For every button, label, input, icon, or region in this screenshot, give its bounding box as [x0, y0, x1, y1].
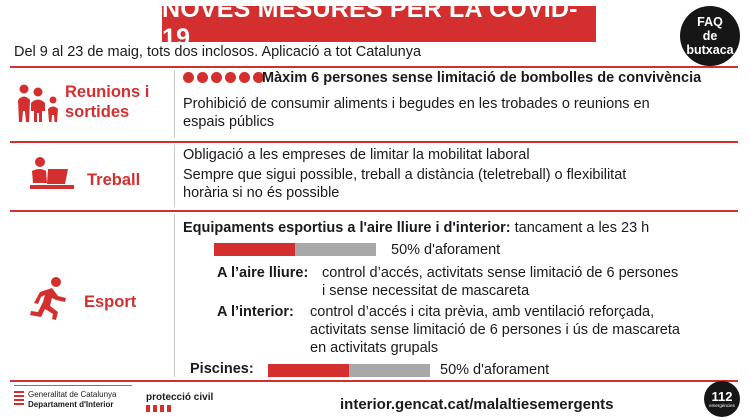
vline-3: [174, 214, 175, 377]
capacity-bar-fill: [214, 243, 295, 256]
person-dot: [211, 72, 222, 83]
faq-line2: de: [702, 29, 718, 43]
proteccio-civil-logo: protecció civil: [146, 392, 214, 403]
divider-2: [10, 210, 738, 212]
six-people-dots: [183, 72, 264, 83]
person-dot: [225, 72, 236, 83]
badge-112-caption: emergències: [709, 402, 735, 408]
worker-laptop-icon: [28, 155, 76, 195]
person-dot: [197, 72, 208, 83]
generalitat-emblem-icon: [14, 391, 24, 405]
person-dot: [183, 72, 194, 83]
generalitat-line2: Departament d'Interior: [28, 400, 114, 409]
faq-line1: FAQ: [697, 15, 723, 29]
footer-rule: [14, 385, 132, 386]
vline-2: [174, 145, 175, 207]
section-label-reunions-line1: Reunions i: [65, 83, 150, 101]
outdoor-line2: i sense necessitat de mascareta: [322, 283, 530, 299]
generalitat-line1: Generalitat de Catalunya: [28, 390, 117, 399]
esport-heading-bold: Equipaments esportius a l'aire lliure i d'interior:: [183, 220, 511, 236]
person-dot: [239, 72, 250, 83]
section-label-reunions-line2: sortides: [65, 103, 130, 121]
indoor-line2: activitats sense limitació de 6 persones i ús de mascareta: [310, 322, 680, 338]
section-label-treball: Treball: [87, 171, 141, 189]
indoor-label: A l’interior:: [217, 304, 294, 320]
badge-112-number: 112: [711, 388, 733, 404]
section-label-reunions: [65, 82, 149, 122]
esport-heading: [183, 219, 649, 237]
indoor-line3: en activitats grupals: [310, 340, 439, 356]
treball-line3: horària si no és possible: [183, 185, 340, 201]
faq-line3: butxaca: [686, 43, 734, 57]
pools-capacity-bar-rest: [349, 364, 430, 377]
capacity-text: 50% d'aforament: [391, 242, 501, 258]
pools-capacity-bar: [268, 364, 430, 377]
pools-capacity-text: 50% d'aforament: [440, 362, 550, 378]
reunions-line2: Prohibició de consumir aliments i begudes en les trobades o reunions en: [183, 96, 650, 112]
pools-capacity-bar-fill: [268, 364, 349, 377]
divider-top: [10, 66, 738, 68]
outdoor-line1: control d’accés, activitats sense limitació de 6 persones: [322, 265, 679, 281]
emergency-112-badge: [704, 381, 740, 417]
family-icon: [16, 80, 60, 126]
esport-heading-rest: tancament a les 23 h: [510, 220, 650, 236]
capacity-bar-rest: [295, 243, 376, 256]
page-title: NOVES MESURES PER LA COVID-19: [162, 6, 596, 42]
reunions-line1: Màxim 6 persones sense limitació de bombolles de convivència: [262, 70, 702, 86]
faq-badge[interactable]: [680, 6, 740, 66]
vline-1: [174, 70, 175, 138]
pools-label: Piscines:: [190, 361, 254, 377]
section-label-esport: Esport: [84, 293, 137, 311]
treball-line2: Sempre que sigui possible, treball a distància (teletreball) o flexibilitat: [183, 167, 627, 183]
divider-1: [10, 141, 738, 143]
indoor-line1: control d’accés i cita prèvia, amb ventilació reforçada,: [310, 304, 655, 320]
proteccio-civil-bars-icon: [146, 405, 171, 412]
outdoor-label: A l’aire lliure:: [217, 265, 309, 281]
subtitle: Del 9 al 23 de maig, tots dos inclosos. Aplicació a tot Catalunya: [14, 44, 422, 60]
capacity-bar: [214, 243, 376, 256]
runner-icon: [24, 276, 74, 322]
footer-url-link[interactable]: interior.gencat.cat/malaltiesemergents: [340, 396, 614, 413]
reunions-line3: espais públics: [183, 114, 275, 130]
treball-line1: Obligació a les empreses de limitar la mobilitat laboral: [183, 147, 530, 163]
divider-bottom: [10, 380, 738, 382]
generalitat-logo: [28, 390, 117, 410]
